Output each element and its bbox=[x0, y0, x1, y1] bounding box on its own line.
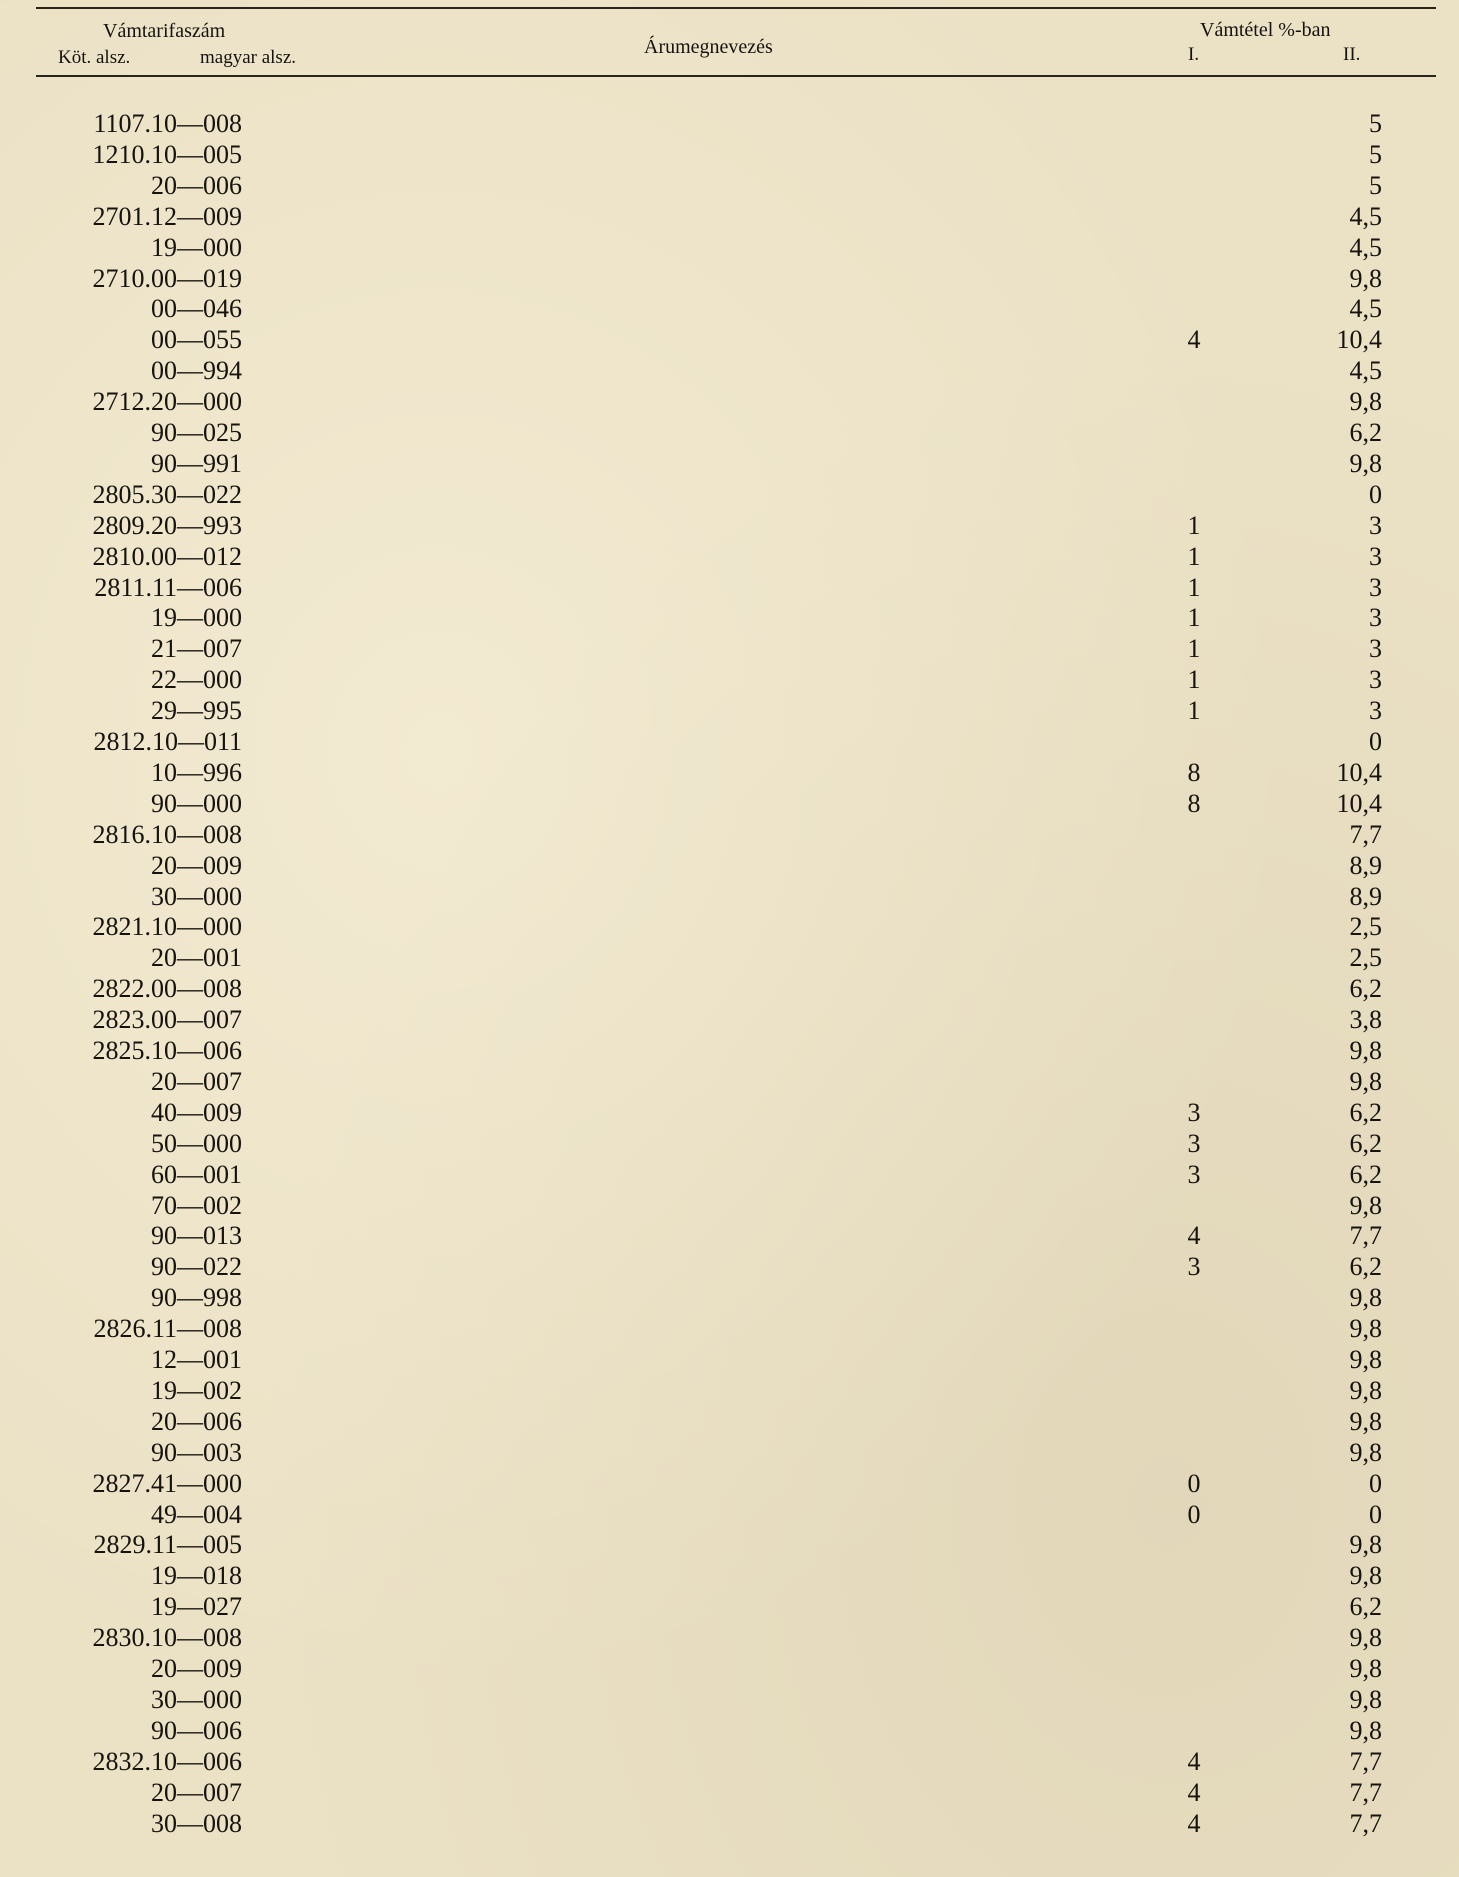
table-row bbox=[0, 1777, 1459, 1808]
tariff-code: 90—000 bbox=[151, 788, 242, 818]
tariff-code: 00—046 bbox=[151, 294, 242, 324]
rate-column-1-header: I. bbox=[1188, 44, 1200, 65]
duty-rate-2: 0 bbox=[1369, 1499, 1382, 1529]
duty-rate-2: 6,2 bbox=[1349, 974, 1382, 1004]
duty-rate-2: 7,7 bbox=[1349, 1808, 1382, 1838]
table-row bbox=[0, 1375, 1459, 1406]
duty-rate-2: 4,5 bbox=[1349, 294, 1382, 324]
duty-rate-2: 9,8 bbox=[1349, 1314, 1382, 1344]
duty-rate-1: 1 bbox=[1187, 696, 1201, 726]
tariff-code: 2821.10—000 bbox=[92, 912, 242, 942]
duty-rate-1: 8 bbox=[1187, 757, 1201, 787]
tariff-code: 00—055 bbox=[151, 325, 242, 355]
table-row bbox=[0, 695, 1459, 726]
table-row bbox=[0, 973, 1459, 1004]
duty-rate-1: 1 bbox=[1187, 634, 1201, 664]
table-row bbox=[0, 1808, 1459, 1839]
tariff-code: 2805.30—022 bbox=[92, 479, 242, 509]
table-row bbox=[0, 819, 1459, 850]
table-row bbox=[0, 664, 1459, 695]
tariff-code: 00—994 bbox=[151, 356, 242, 386]
table-row bbox=[0, 355, 1459, 386]
tariff-code: 90—991 bbox=[151, 448, 242, 478]
tariff-code: 29—995 bbox=[151, 696, 242, 726]
table-row bbox=[0, 1035, 1459, 1066]
table-row bbox=[0, 1653, 1459, 1684]
tariff-code: 2810.00—012 bbox=[92, 541, 242, 571]
duty-rate-1: 0 bbox=[1187, 1468, 1201, 1498]
duty-rate-2: 9,8 bbox=[1349, 263, 1382, 293]
duty-rate-2: 9,8 bbox=[1349, 1066, 1382, 1096]
duty-rate-1: 4 bbox=[1187, 1777, 1201, 1807]
duty-rate-2: 6,2 bbox=[1349, 1592, 1382, 1622]
table-row bbox=[0, 572, 1459, 603]
tariff-code: 30—000 bbox=[151, 1684, 242, 1714]
duty-rate-2: 9,8 bbox=[1349, 1345, 1382, 1374]
tariff-code: 20—007 bbox=[151, 1777, 242, 1807]
table-row bbox=[0, 1499, 1459, 1530]
hungarian-subheading-column-header: magyar alsz. bbox=[200, 47, 297, 68]
duty-rate-2: 9,8 bbox=[1349, 1406, 1382, 1436]
table-row bbox=[0, 1746, 1459, 1777]
duty-rate-2: 0 bbox=[1369, 727, 1382, 756]
duty-rate-2: 5 bbox=[1369, 170, 1382, 200]
table-row bbox=[0, 417, 1459, 448]
duty-rate-1: 1 bbox=[1187, 572, 1201, 602]
tariff-code: 2816.10—008 bbox=[92, 819, 242, 849]
duty-rate-2: 9,8 bbox=[1349, 1375, 1382, 1405]
table-row bbox=[0, 201, 1459, 232]
tariff-code: 19—002 bbox=[151, 1375, 242, 1405]
duty-rate-1: 4 bbox=[1187, 325, 1201, 355]
tariff-code: 2712.20—000 bbox=[92, 387, 242, 417]
duty-rate-1: 1 bbox=[1187, 541, 1201, 571]
table-row bbox=[0, 232, 1459, 263]
duty-rate-2: 2,5 bbox=[1349, 943, 1382, 973]
duty-rate-2: 9,8 bbox=[1349, 1561, 1382, 1591]
duty-rate-2: 9,8 bbox=[1349, 1036, 1382, 1065]
table-row bbox=[0, 1313, 1459, 1344]
tariff-code: 2701.12—009 bbox=[92, 201, 242, 231]
duty-rate-1: 4 bbox=[1187, 1808, 1201, 1838]
tariff-code: 2822.00—008 bbox=[92, 974, 242, 1004]
tariff-code: 2809.20—993 bbox=[92, 510, 242, 540]
table-row bbox=[0, 1097, 1459, 1128]
table-row bbox=[0, 1468, 1459, 1499]
tariff-code: 49—004 bbox=[151, 1499, 242, 1529]
duty-rate-2: 9,8 bbox=[1349, 1684, 1382, 1714]
duty-rate-2: 0 bbox=[1369, 1468, 1382, 1498]
table-row bbox=[0, 1715, 1459, 1746]
table-row bbox=[0, 788, 1459, 819]
table-row bbox=[0, 1560, 1459, 1591]
table-row bbox=[0, 170, 1459, 201]
tariff-code: 10—996 bbox=[151, 757, 242, 787]
duty-rate-2: 3 bbox=[1369, 665, 1382, 695]
tariff-code: 30—000 bbox=[151, 881, 242, 911]
duty-rate-2: 6,2 bbox=[1349, 418, 1382, 447]
tariff-code: 19—027 bbox=[151, 1592, 242, 1622]
tariff-number-heading: Vámtarifaszám bbox=[103, 20, 226, 42]
tariff-code: 19—018 bbox=[151, 1561, 242, 1591]
duty-rate-2: 10,4 bbox=[1336, 325, 1382, 355]
duty-rate-2: 7,7 bbox=[1349, 819, 1382, 849]
duty-rate-2: 9,8 bbox=[1349, 1623, 1382, 1653]
duty-rate-2: 10,4 bbox=[1336, 788, 1382, 818]
table-row bbox=[0, 1004, 1459, 1035]
duty-rate-1: 1 bbox=[1187, 665, 1201, 695]
tariff-code: 20—006 bbox=[151, 170, 242, 200]
tariff-code: 70—002 bbox=[151, 1190, 242, 1220]
duty-rate-2: 9,8 bbox=[1349, 1530, 1382, 1560]
tariff-code: 21—007 bbox=[151, 634, 242, 664]
tariff-code: 2830.10—008 bbox=[92, 1623, 242, 1653]
table-row bbox=[0, 479, 1459, 510]
duty-rate-2: 7,7 bbox=[1349, 1221, 1382, 1251]
duty-rate-2: 8,9 bbox=[1349, 850, 1382, 880]
table-row bbox=[0, 1622, 1459, 1653]
tariff-code: 2825.10—006 bbox=[92, 1036, 242, 1065]
tariff-code: 2826.11—008 bbox=[93, 1314, 242, 1344]
duty-rate-2: 9,8 bbox=[1349, 1654, 1382, 1683]
tariff-code: 1210.10—005 bbox=[92, 139, 242, 169]
tariff-code: 30—008 bbox=[151, 1808, 242, 1838]
table-row bbox=[0, 510, 1459, 541]
table-row bbox=[0, 1128, 1459, 1159]
table-row bbox=[0, 1591, 1459, 1622]
tariff-code: 20—007 bbox=[151, 1066, 242, 1096]
table-row bbox=[0, 263, 1459, 294]
table-row bbox=[0, 726, 1459, 757]
table-row bbox=[0, 1220, 1459, 1251]
tariff-code: 50—000 bbox=[151, 1128, 242, 1158]
duty-rate-2: 5 bbox=[1369, 109, 1382, 138]
table-row bbox=[0, 1437, 1459, 1468]
goods-description-column-header: Árumegnevezés bbox=[644, 36, 773, 58]
duty-rate-2: 7,7 bbox=[1349, 1746, 1382, 1776]
duty-rate-2: 3,8 bbox=[1349, 1005, 1382, 1035]
table-row bbox=[0, 1406, 1459, 1437]
duty-rate-2: 8,9 bbox=[1349, 881, 1382, 911]
table-row bbox=[0, 139, 1459, 170]
duty-rate-1: 1 bbox=[1187, 510, 1201, 540]
duty-rate-2: 9,8 bbox=[1349, 1283, 1382, 1313]
duty-rate-1: 8 bbox=[1187, 788, 1201, 818]
tariff-code: 90—022 bbox=[151, 1252, 242, 1282]
duty-rate-2: 4,5 bbox=[1349, 232, 1382, 262]
table-row bbox=[0, 633, 1459, 664]
tariff-code: 22—000 bbox=[151, 665, 242, 695]
duty-rate-2: 6,2 bbox=[1349, 1097, 1382, 1127]
duty-rate-2: 6,2 bbox=[1349, 1128, 1382, 1158]
table-row bbox=[0, 1344, 1459, 1375]
tariff-code: 2832.10—006 bbox=[92, 1746, 242, 1776]
table-row bbox=[0, 757, 1459, 788]
rate-column-2-header: II. bbox=[1343, 44, 1361, 65]
table-row bbox=[0, 1066, 1459, 1097]
tariff-code: 2811.11—006 bbox=[94, 572, 242, 602]
duty-rate-1: 1 bbox=[1187, 603, 1201, 633]
table-row bbox=[0, 1684, 1459, 1715]
duty-rate-1: 0 bbox=[1187, 1499, 1201, 1529]
duty-rate-2: 4,5 bbox=[1349, 201, 1382, 231]
duty-rate-2: 3 bbox=[1369, 603, 1382, 633]
duty-rate-2: 0 bbox=[1369, 479, 1382, 509]
table-row bbox=[0, 108, 1459, 139]
duty-rate-2: 3 bbox=[1369, 572, 1382, 602]
tariff-code: 40—009 bbox=[151, 1097, 242, 1127]
duty-rate-2: 3 bbox=[1369, 510, 1382, 540]
tariff-code: 90—006 bbox=[151, 1715, 242, 1745]
duty-rate-1: 3 bbox=[1187, 1097, 1201, 1127]
duty-rate-2: 3 bbox=[1369, 634, 1382, 664]
tariff-code: 20—001 bbox=[151, 943, 242, 973]
table-row bbox=[0, 1282, 1459, 1313]
duty-rate-2: 3 bbox=[1369, 541, 1382, 571]
duty-rate-2: 2,5 bbox=[1349, 912, 1382, 942]
table-row bbox=[0, 881, 1459, 912]
table-row bbox=[0, 324, 1459, 355]
duty-rate-2: 7,7 bbox=[1349, 1777, 1382, 1807]
table-row bbox=[0, 1529, 1459, 1560]
duty-rate-2: 3 bbox=[1369, 696, 1382, 726]
table-row bbox=[0, 942, 1459, 973]
duty-rate-2: 5 bbox=[1369, 139, 1382, 169]
table-row bbox=[0, 293, 1459, 324]
tariff-code: 2827.41—000 bbox=[92, 1468, 242, 1498]
tariff-code: 90—998 bbox=[151, 1283, 242, 1313]
table-row bbox=[0, 911, 1459, 942]
duty-rate-2: 10,4 bbox=[1336, 757, 1382, 787]
tariff-code: 1107.10—008 bbox=[93, 109, 242, 138]
table-row bbox=[0, 1251, 1459, 1282]
duty-rate-1: 4 bbox=[1187, 1221, 1201, 1251]
tariff-code: 2710.00—019 bbox=[92, 263, 242, 293]
tariff-code: 2829.11—005 bbox=[93, 1530, 242, 1560]
duty-rate-1: 4 bbox=[1187, 1746, 1201, 1776]
duty-rate-1: 3 bbox=[1187, 1252, 1201, 1282]
tariff-code: 2812.10—011 bbox=[93, 727, 242, 756]
tariff-code: 90—003 bbox=[151, 1437, 242, 1467]
tariff-code: 12—001 bbox=[151, 1345, 242, 1374]
table-row bbox=[0, 448, 1459, 479]
header-top-rule bbox=[36, 7, 1436, 9]
duty-rate-2: 9,8 bbox=[1349, 1715, 1382, 1745]
tariff-code: 2823.00—007 bbox=[92, 1005, 242, 1035]
tariff-code: 20—009 bbox=[151, 850, 242, 880]
table-row bbox=[0, 386, 1459, 417]
duty-rate-2: 4,5 bbox=[1349, 356, 1382, 386]
tariff-code: 19—000 bbox=[151, 603, 242, 633]
bound-subheading-column-header: Köt. alsz. bbox=[58, 47, 131, 68]
duty-rate-2: 6,2 bbox=[1349, 1252, 1382, 1282]
table-row bbox=[0, 850, 1459, 881]
duty-rate-heading: Vámtétel %-ban bbox=[1200, 19, 1331, 41]
tariff-code: 60—001 bbox=[151, 1159, 242, 1189]
duty-rate-1: 3 bbox=[1187, 1128, 1201, 1158]
table-row bbox=[0, 1190, 1459, 1221]
duty-rate-2: 9,8 bbox=[1349, 1190, 1382, 1220]
duty-rate-2: 9,8 bbox=[1349, 1437, 1382, 1467]
duty-rate-2: 6,2 bbox=[1349, 1159, 1382, 1189]
tariff-code: 90—025 bbox=[151, 418, 242, 447]
duty-rate-2: 9,8 bbox=[1349, 448, 1382, 478]
duty-rate-2: 9,8 bbox=[1349, 387, 1382, 417]
duty-rate-1: 3 bbox=[1187, 1159, 1201, 1189]
table-row bbox=[0, 541, 1459, 572]
header-bottom-rule bbox=[36, 75, 1436, 77]
tariff-code: 20—009 bbox=[151, 1654, 242, 1683]
tariff-code: 19—000 bbox=[151, 232, 242, 262]
table-row bbox=[0, 1159, 1459, 1190]
table-row bbox=[0, 602, 1459, 633]
tariff-code: 20—006 bbox=[151, 1406, 242, 1436]
tariff-code: 90—013 bbox=[151, 1221, 242, 1251]
